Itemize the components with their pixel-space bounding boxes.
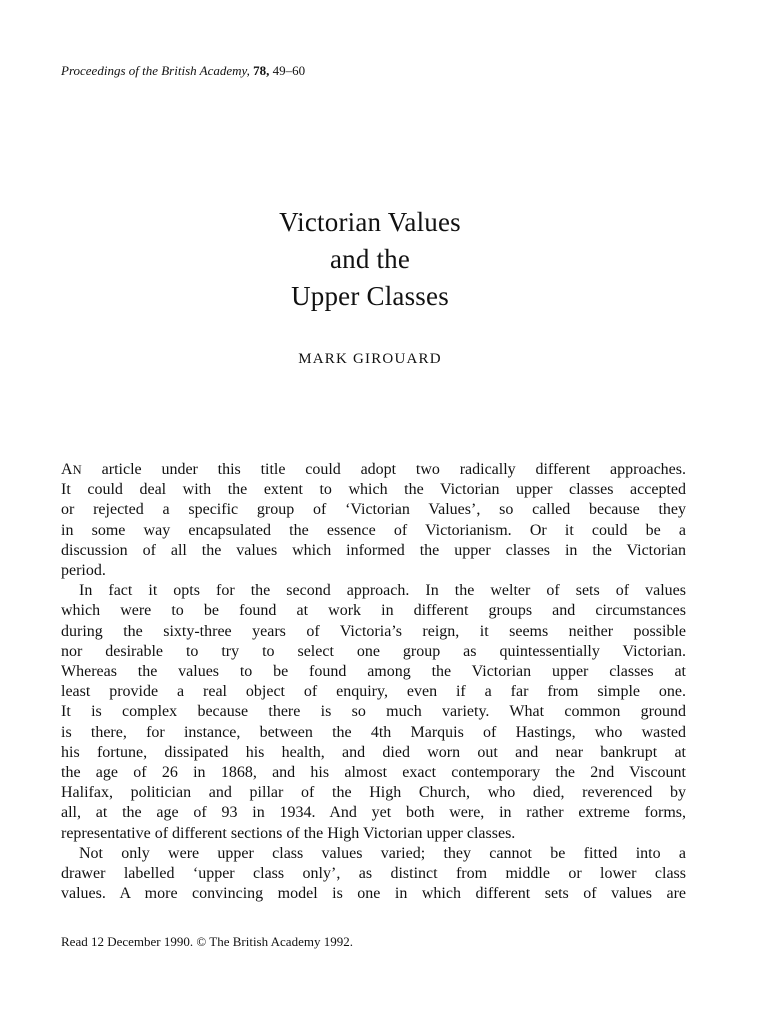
paragraph-2-line: In fact it opts for the second approach. In the welter of sets of values bbox=[79, 582, 686, 600]
title-line-2: and the bbox=[329, 244, 411, 274]
paragraph-2-line: the age of 26 in 1868, and his almost exact contemporary the 2nd Viscount bbox=[61, 764, 686, 782]
footnote: Read 12 December 1990. © The British Academy 1992. bbox=[61, 934, 353, 949]
volume-number: 78, bbox=[253, 63, 270, 78]
line-text: article under this title could adopt two radically different approaches. bbox=[81, 461, 686, 478]
paragraph-2-line: his fortune, dissipated his health, and died worn out and near bankrupt at bbox=[61, 743, 686, 761]
paragraph-2-line: is there, for instance, between the 4th Marquis of Hastings, who wasted bbox=[61, 723, 686, 741]
paragraph-2-line: Halifax, politician and pillar of the High Church, who died, reverenced by bbox=[61, 784, 686, 802]
paragraph-2-line: It is complex because there is so much variety. What common ground bbox=[61, 703, 686, 721]
paragraph-2-line: all, at the age of 93 in 1934. And yet both were, in rather extreme forms, bbox=[61, 804, 686, 822]
paragraph-2-line: which were to be found at work in different groups and circumstances bbox=[61, 602, 686, 620]
drop-initial: A bbox=[61, 461, 73, 478]
paragraph-1-line: discussion of all the values which informed the upper classes in the Victorian bbox=[61, 541, 686, 559]
paragraph-1-line-1 bbox=[61, 460, 686, 480]
paragraph-3-line: Not only were upper class values varied; they cannot be fitted into a bbox=[79, 844, 686, 862]
small-caps-rest: N bbox=[72, 463, 82, 477]
paragraph-2-line: least provide a real object of enquiry, even if a far from simple one. bbox=[61, 683, 686, 701]
paragraph-3-line: values. A more convincing model is one in which different sets of values are bbox=[61, 885, 686, 903]
paragraph-2-line: during the sixty-three years of Victoria’s reign, it seems neither possible bbox=[61, 622, 686, 640]
paragraph-2-line: Whereas the values to be found among the Victorian upper classes at bbox=[61, 663, 686, 681]
paragraph-3-line: drawer labelled ‘upper class only’, as distinct from middle or lower class bbox=[61, 865, 686, 883]
paragraph-1-line: It could deal with the extent to which the Victorian upper classes accepted bbox=[61, 481, 686, 499]
paragraph-1-line: in some way encapsulated the essence of Victorianism. Or it could be a bbox=[61, 521, 686, 539]
article-body bbox=[61, 460, 686, 904]
page-range: 49–60 bbox=[272, 63, 306, 78]
author-name: MARK GIROUARD bbox=[298, 351, 442, 367]
paragraph-2-line: nor desirable to try to select one group as quintessentially Victorian. bbox=[61, 642, 686, 660]
paragraph-1-line: or rejected a specific group of ‘Victorian Values’, so called because they bbox=[61, 501, 686, 519]
title-line-1: Victorian Values bbox=[279, 207, 461, 237]
article-title bbox=[0, 204, 740, 315]
paragraph-2-line: representative of different sections of the High Victorian upper classes. bbox=[61, 824, 516, 842]
journal-name: Proceedings of the British Academy, bbox=[61, 63, 250, 78]
running-head bbox=[61, 63, 305, 79]
title-line-3: Upper Classes bbox=[291, 281, 449, 311]
paragraph-1-line: period. bbox=[61, 562, 106, 580]
